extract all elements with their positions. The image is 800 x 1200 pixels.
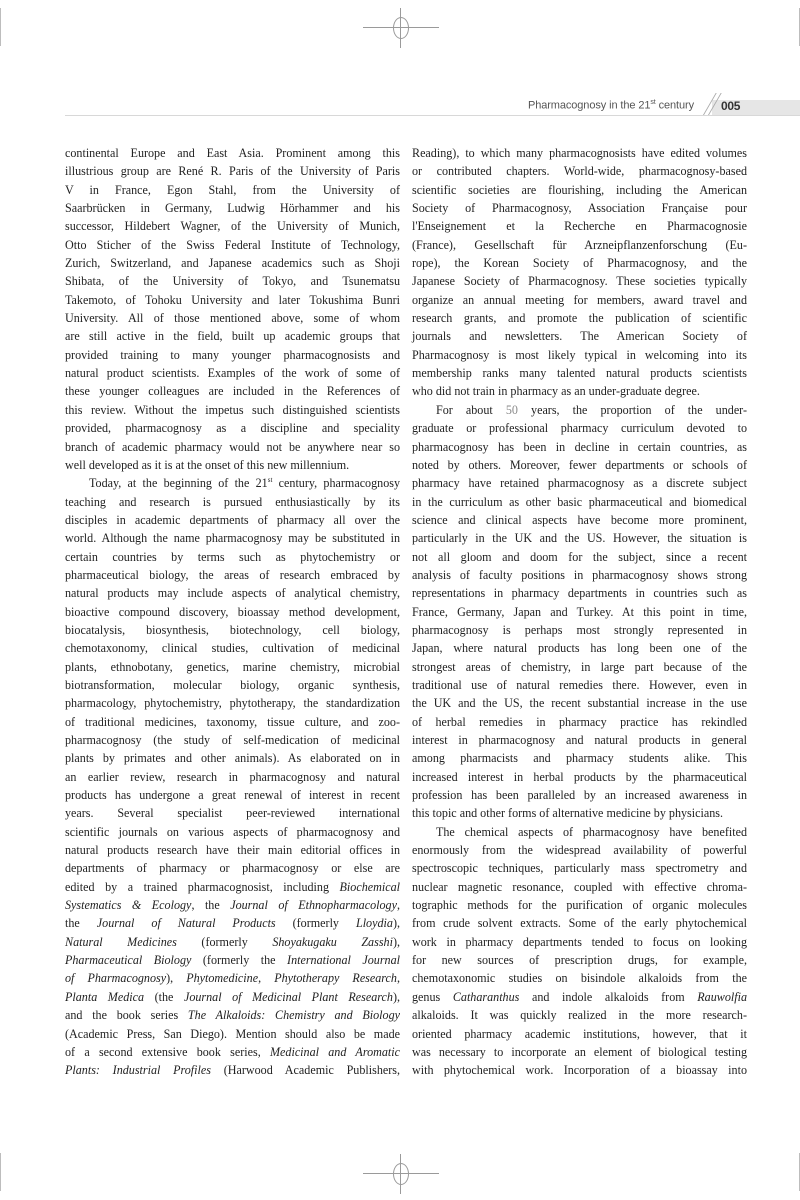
text-line: the UK and the US, the recent substantial increase in the use — [412, 696, 747, 711]
text-line: provided, pharmacognosy as a discipline and speciality — [65, 421, 400, 436]
text-line: (France), Gesellschaft für Arzneipflanzenforschung (Eu- — [412, 237, 747, 252]
text-line: from crude solvent extracts. Some of the early phytochemical — [412, 916, 747, 931]
text-line: Saarbrücken in Germany, Ludwig Hörhammer and his — [65, 201, 400, 216]
text-line: particularly in the UK and the US. However, the situation is — [412, 531, 747, 546]
text-line: membership ranks many talented natural products scientists — [412, 366, 747, 381]
paragraph-start-line: Today, at the beginning of the 21st century, pharmacognosy — [89, 476, 400, 491]
text-line-with-journal: Pharmaceutical Biology (formerly the International Journal — [65, 953, 401, 968]
text-line: biotransformation, molecular biology, organic synthesis, — [65, 677, 400, 692]
text-line: this review. Without the impetus such distinguished scientists — [65, 402, 400, 417]
text-line: plants by primates and other animals). As elaborated on in — [65, 751, 400, 766]
text-line: bioactive compound discovery, bioassay method development, — [65, 604, 400, 619]
text-line-with-book: and the book series The Alkaloids: Chemistry and Biology — [65, 1008, 400, 1023]
text-line: Otto Sticher of the Swiss Federal Institute of Technology, — [65, 237, 400, 252]
text-line: plants, ethnobotany, genetics, marine chemistry, microbial — [65, 659, 400, 674]
right-column — [412, 144, 747, 1080]
text-line: l'Enseignement et la Recherche en Pharmacognosie — [412, 219, 747, 234]
page-number: 005 — [721, 99, 741, 113]
text-line: alkaloids. It was quickly realized in the more research- — [412, 1008, 747, 1023]
text-line-with-journal: edited by a trained pharmacognosist, including Biochemical — [65, 879, 400, 894]
text-line: of traditional medicines, taxonomy, tissue culture, and zoo- — [65, 714, 400, 729]
text-line: research grants, and promote the publication of scientific — [412, 311, 747, 326]
text-line: scientific societies are flourishing, including the American — [412, 182, 747, 197]
text-line: (Academic Press, San Diego). Mention should also be made — [65, 1026, 400, 1041]
text-line: tographic methods for the purification of organic molecules — [412, 898, 747, 913]
text-line: Reading), to which many pharmacognosists have edited volumes — [412, 146, 747, 160]
text-line: was necessary to incorporate an element of biological testing — [412, 1044, 747, 1059]
text-line: Japanese Society of Pharmacognosy. These societies typically — [412, 274, 747, 289]
text-line: natural products research have their main editorial offices in — [65, 843, 400, 858]
text-line: spectroscopic techniques, particularly mass spectrometry and — [412, 861, 747, 876]
text-line: Society of Pharmacognosy, Association Française pour — [412, 201, 747, 216]
left-column — [65, 144, 400, 1080]
text-line: pharmacognosy has been in decline in certain countries, as — [412, 439, 747, 454]
text-line: pharmacy have retained pharmacognosy as a discrete subject — [412, 476, 747, 491]
text-line: this topic and other forms of alternative medicine by physicians. — [412, 806, 723, 821]
text-line: journals and newsletters. The American Society of — [412, 329, 747, 344]
registration-mark-top-icon — [363, 8, 439, 48]
text-line: pharmacognosy (the study of self-medication of medicinal — [65, 733, 400, 747]
text-line-with-genus: genus Catharanthus and indole alkaloids from Rauwolfia — [412, 989, 747, 1004]
registration-mark-bottom-icon — [363, 1154, 439, 1194]
text-line: organize an annual meeting for members, award travel and — [412, 292, 747, 307]
text-line: oriented pharmacy academic institutions, however, that it — [412, 1026, 747, 1041]
text-line: natural product scientists. Examples of the work of some of — [65, 366, 400, 381]
text-line: departments of pharmacy or pharmacognosy or else are — [65, 861, 400, 876]
text-line: graduate or professional pharmacy curriculum devoted to — [412, 421, 747, 436]
crop-mark-top-left — [0, 8, 1, 46]
text-line: provided training to many younger pharmacognosists and — [65, 347, 400, 362]
text-line: noted by others. Moreover, fewer departments or schools of — [412, 457, 747, 472]
text-line: continental Europe and East Asia. Prominent among this — [65, 146, 400, 160]
text-line: illustrious group are René R. Paris of the University of Paris — [65, 164, 400, 179]
text-line: increased interest in herbal products by the pharmaceutical — [412, 769, 747, 784]
text-line: biocatalysis, biosynthesis, biotechnology, cell biology, — [65, 622, 400, 637]
text-line: for new sources of prescription drugs, for example, — [412, 953, 747, 968]
running-title: Pharmacognosy in the 21st century — [527, 99, 694, 112]
text-line: certain countries by terms such as phytochemistry or — [65, 549, 400, 564]
text-line: successor, Hildebert Wagner, of the University of Munich, — [65, 219, 400, 234]
text-line: natural products may include aspects of analytical chemistry, — [65, 586, 400, 601]
text-line: Takemoto, of Tohoku University and later Tokushima Bunri — [65, 292, 400, 307]
text-line: interest in pharmacognosy and natural products in general — [412, 733, 747, 747]
text-line: of herbal remedies in pharmacy practice has rekindled — [412, 714, 747, 729]
text-line: disciples in academic departments of pharmacy all over the — [65, 512, 400, 527]
text-line: pharmacology, phytochemistry, phytotherapy, the standardization — [65, 696, 400, 711]
text-line: V in France, Egon Stahl, from the University of — [65, 182, 400, 197]
text-line-with-journal: the Journal of Natural Products (formerly Lloydia), — [65, 916, 400, 931]
text-line: an earlier review, research in pharmacognosy and natural — [65, 769, 400, 784]
text-line: teaching and research is pursued enthusiastically by its — [65, 494, 400, 509]
text-line: with phytochemical work. Incorporation of a bioassay into — [412, 1063, 747, 1078]
text-line: products has undergone a great renewal of interest in recent — [65, 788, 400, 803]
crop-mark-bottom-left — [0, 1153, 1, 1191]
text-line: chemotaxonomic studies on bisindole alkaloids from the — [412, 971, 747, 986]
text-line: nuclear magnetic resonance, coupled with effective chroma- — [412, 879, 747, 894]
text-line: not all gloom and doom for the subject, since a recent — [412, 549, 747, 564]
text-line: in the curriculum as other basic pharmaceutical and biomedical — [412, 494, 747, 509]
text-line: University. All of those mentioned above, some of whom — [65, 311, 400, 326]
header-rule — [65, 115, 800, 116]
text-line: profession has been paralleled by an increased awareness in — [412, 788, 747, 803]
text-line-with-book: of a second extensive book series, Medicinal and Aromatic — [65, 1044, 400, 1059]
text-line: science and clinical aspects have become more prominent, — [412, 512, 747, 527]
text-line: these younger colleagues are included in the References of — [65, 384, 400, 399]
paragraph-start-line: The chemical aspects of pharmacognosy have benefited — [436, 824, 747, 839]
text-line: Zurich, Switzerland, and Japanese academics such as Shoji — [65, 256, 400, 271]
text-line: Japan, where natural products has long been one of the — [412, 641, 747, 656]
text-line: pharmacognosy is perhaps most strongly represented in — [412, 622, 747, 637]
text-line: scientific journals on various aspects of pharmacognosy and — [65, 824, 400, 839]
text-line: traditional use of natural remedies there. However, even in — [412, 677, 747, 692]
text-line: are still active in the field, built up academic groups that — [65, 329, 400, 344]
text-line: France, Germany, Japan and Turkey. At this point in time, — [412, 604, 747, 619]
text-line: strongest areas of chemistry, in large part because of the — [412, 659, 747, 674]
text-line: among pharmacists and pharmacy students alike. This — [412, 751, 747, 766]
text-line: analysis of faculty positions in pharmacognosy shows strong — [412, 567, 747, 582]
text-line: rope), the Korean Society of Pharmacognosy, and the — [412, 256, 747, 271]
text-line: Pharmacognosy is most likely typical in welcoming into its — [412, 347, 747, 362]
text-line: work in pharmacy departments tended to focus on looking — [412, 934, 747, 949]
text-line: or contributed chapters. World-wide, pharmacognosy-based — [412, 164, 747, 179]
text-line: world. Although the name pharmacognosy may be substituted in — [65, 531, 400, 546]
text-line-with-journal: Planta Medica (the Journal of Medicinal Plant Research), — [65, 989, 400, 1004]
text-line: chemotaxonomy, clinical studies, cultivation of medicinal — [65, 641, 400, 656]
text-line-with-journal: of Pharmacognosy), Phytomedicine, Phytotherapy Research, — [65, 971, 401, 986]
paragraph-start-line: For about 50 years, the proportion of the under- — [436, 402, 747, 417]
double-slash-separator-icon — [699, 93, 713, 115]
text-line: enormously from the widespread availability of powerful — [412, 843, 747, 858]
text-line: pharmaceutical biology, the areas of research embraced by — [65, 567, 400, 582]
text-line: Shibata, of the University of Tokyo, and Tsunematsu — [65, 274, 400, 289]
text-line: branch of academic pharmacy would not be anywhere near so — [65, 439, 400, 454]
text-line: years. Several specialist peer-reviewed international — [65, 806, 400, 821]
text-line-with-journal: Systematics & Ecology, the Journal of Ethnopharmacology, — [65, 898, 400, 913]
text-line: who did not train in pharmacy as an under-graduate degree. — [412, 384, 700, 399]
text-line-with-book: Plants: Industrial Profiles (Harwood Academic Publishers, — [65, 1063, 400, 1078]
text-line: representations in pharmacy departments in countries such as — [412, 586, 747, 601]
text-line: well developed as it is at the onset of this new millennium. — [65, 457, 350, 472]
text-line-with-journal: Natural Medicines (formerly Shoyakugaku Zasshi), — [65, 934, 400, 949]
